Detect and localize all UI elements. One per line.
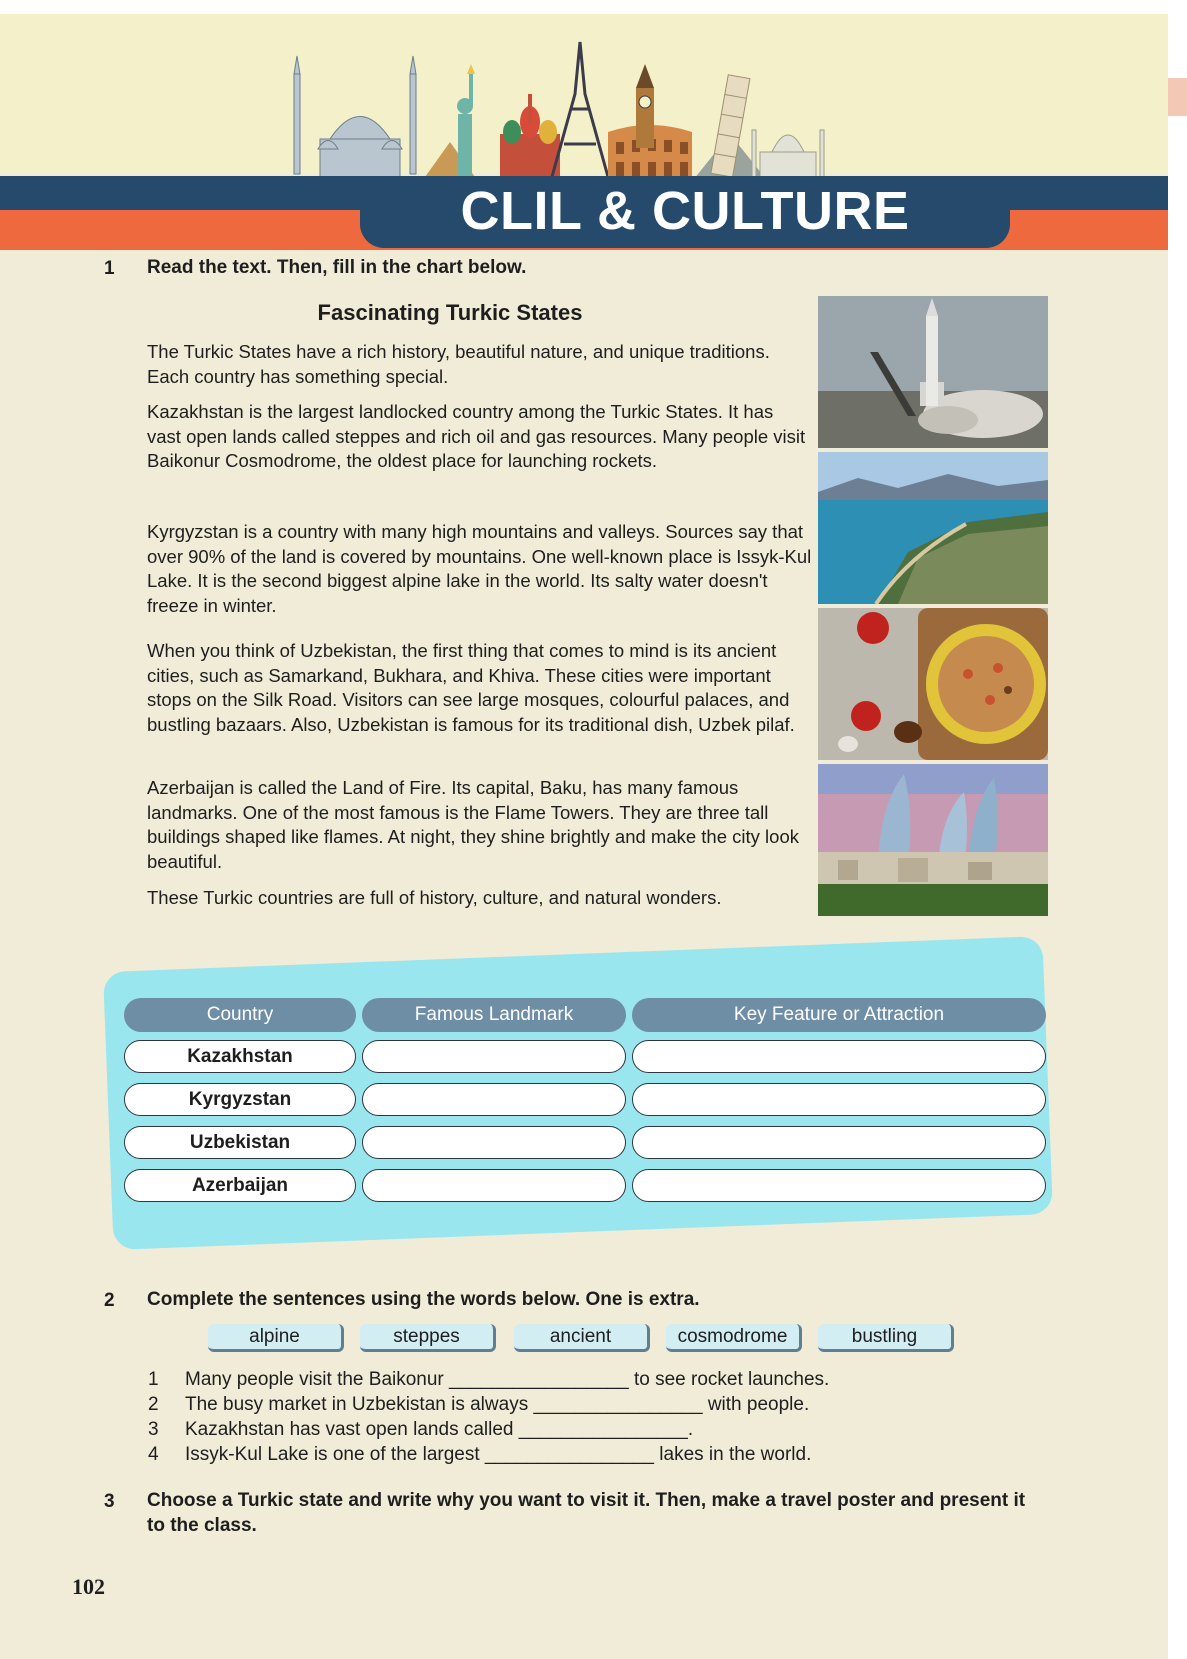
article-paragraph: The Turkic States have a rich history, beautiful nature, and unique traditions. Each country has something special. (147, 341, 770, 387)
sentence-number: 2 (148, 1394, 159, 1415)
word-box-item: alpine (208, 1324, 344, 1352)
chart-cell-feature-input[interactable] (632, 1169, 1046, 1202)
task-1-number: 1 (104, 258, 115, 279)
word-box-item: ancient (514, 1324, 650, 1352)
chart-header-landmark: Famous Landmark (362, 998, 626, 1032)
sentence-item (148, 1417, 693, 1442)
article-paragraph: When you think of Uzbekistan, the first thing that comes to mind is its ancient cities, such as Samarkand, Bukhara, and Khiva. These cities were important stops on the Silk Road. Visitors can see large mosques, colourful palaces, and bustling bazaars. Also, Uzbekistan is famous for its traditional dish, Uzbek pilaf. (147, 640, 795, 735)
page-edge-tab (1168, 78, 1187, 116)
sentence-text: The busy market in Uzbekistan is always ________________ with people. (185, 1394, 810, 1415)
chart-cell-country: Kazakhstan (124, 1040, 356, 1073)
sentence-text: Kazakhstan has vast open lands called ________________. (185, 1419, 694, 1440)
chart-cell-country: Kyrgyzstan (124, 1083, 356, 1116)
chart-cell-landmark-input[interactable] (362, 1040, 626, 1073)
baku-flame-towers-photo (818, 764, 1048, 916)
issyk-kul-lake-photo (818, 452, 1048, 604)
word-box-item: cosmodrome (666, 1324, 802, 1352)
page (0, 14, 1168, 1659)
sentence-number: 1 (148, 1369, 159, 1390)
chart-cell-feature-input[interactable] (632, 1083, 1046, 1116)
chart-cell-landmark-input[interactable] (362, 1126, 626, 1159)
article-paragraph: Kyrgyzstan is a country with many high mountains and valleys. Sources say that over 90% of the land is covered by mountains. One well-known place is Issyk-Kul Lake. It is the second biggest alpine lake in the world. Its salty water doesn't freeze in winter. (147, 521, 812, 616)
article-title: Fascinating Turkic States (317, 300, 583, 325)
word-box-item: bustling (818, 1324, 954, 1352)
task-2-instruction: Complete the sentences using the words below. One is extra. (147, 1289, 700, 1310)
rocket-launch-photo (818, 296, 1048, 448)
sentence-item (148, 1442, 811, 1467)
sentence-text: Issyk-Kul Lake is one of the largest ________________ lakes in the world. (185, 1444, 812, 1465)
chart-cell-landmark-input[interactable] (362, 1083, 626, 1116)
article-paragraph: These Turkic countries are full of history, culture, and natural wonders. (147, 887, 722, 908)
chart-cell-feature-input[interactable] (632, 1126, 1046, 1159)
chart-cell-country: Uzbekistan (124, 1126, 356, 1159)
section-title: CLIL & CULTURE (460, 181, 910, 241)
word-box-item: steppes (360, 1324, 496, 1352)
chart-header-country: Country (124, 998, 356, 1032)
uzbek-pilaf-photo (818, 608, 1048, 760)
task-2-number: 2 (104, 1290, 115, 1311)
sentence-number: 3 (148, 1419, 159, 1440)
task-3-instruction: Choose a Turkic state and write why you want to visit it. Then, make a travel poster and present it to the class. (147, 1490, 1026, 1536)
chart-cell-feature-input[interactable] (632, 1040, 1046, 1073)
sentence-item (148, 1392, 809, 1417)
article-paragraph: Kazakhstan is the largest landlocked country among the Turkic States. It has vast open lands called steppes and rich oil and gas resources. Many people visit Baikonur Cosmodrome, the oldest place for launching rockets. (147, 401, 806, 471)
page-number: 102 (72, 1574, 105, 1599)
task-1-instruction: Read the text. Then, fill in the chart below. (147, 257, 527, 278)
chart-cell-country: Azerbaijan (124, 1169, 356, 1202)
chart-cell-landmark-input[interactable] (362, 1169, 626, 1202)
sentence-text: Many people visit the Baikonur _________________ to see rocket launches. (185, 1369, 830, 1390)
page-edge (1168, 14, 1187, 1659)
chart-header-feature: Key Feature or Attraction (632, 998, 1046, 1032)
article-paragraph: Azerbaijan is called the Land of Fire. Its capital, Baku, has many famous landmarks. One of the most famous is the Flame Towers. They are three tall buildings shaped like flames. At night, they shine brightly and make the city look beautiful. (147, 777, 799, 872)
sentence-item (148, 1367, 829, 1392)
landmarks-skyline-illustration (290, 34, 880, 186)
sentence-number: 4 (148, 1444, 159, 1465)
task-3-number: 3 (104, 1491, 115, 1512)
